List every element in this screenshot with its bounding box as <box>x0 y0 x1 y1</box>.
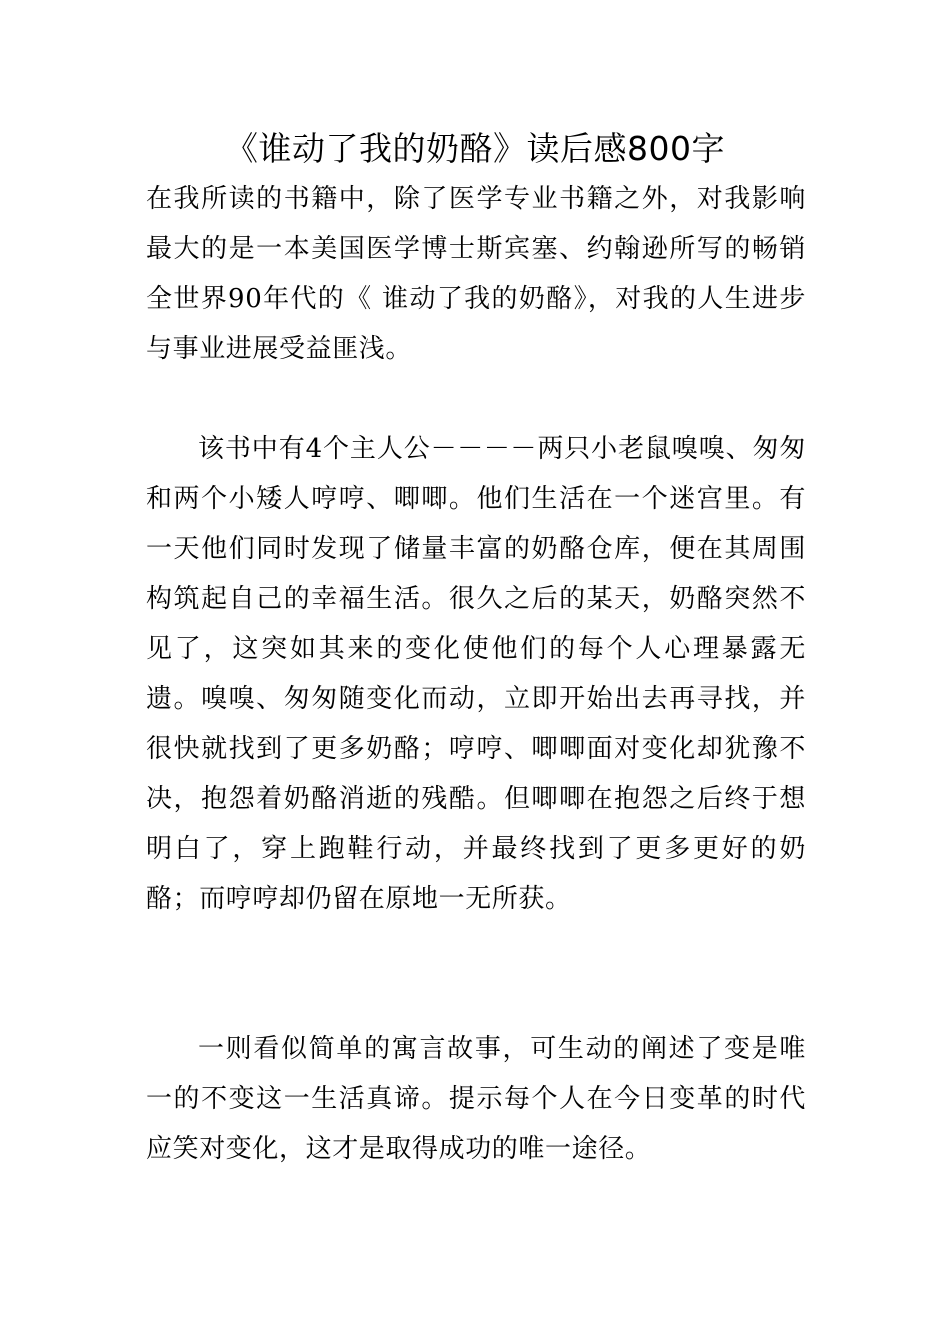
document-title: 《谁动了我的奶酪》读后感800字 <box>225 129 725 168</box>
paragraph-conclusion: 一则看似简单的寓言故事，可生动的阐述了变是唯一的不变这一生活真谛。提示每个人在今日变革的时代应笑对变化，这才是取得成功的唯一途径。 <box>146 1034 806 1164</box>
paragraph-story-summary: 该书中有4个主人公－－－－两只小老鼠嗅嗅、匆匆和两个小矮人哼哼、唧唧。他们生活在一个迷宫里。有一天他们同时发现了储量丰富的奶酪仓库，便在其周围构筑起自己的幸福生活。很久之后的某天，奶酪突然不见了，这突如其来的变化使他们的每个人心理暴露无遗。嗅嗅、匆匆随变化而动，立即开始出去再寻找，并很快就找到了更多奶酪；哼哼、唧唧面对变化却犹豫不决，抱怨着奶酪消逝的残酷。但唧唧在抱怨之后终于想明白了，穿上跑鞋行动，并最终找到了更多更好的奶酪；而哼哼却仍留在原地一无所获。 <box>146 434 806 914</box>
paragraph-intro: 在我所读的书籍中，除了医学专业书籍之外，对我影响最大的是一本美国医学博士斯宾塞、约翰逊所写的畅销全世界90年代的《 谁动了我的奶酪》，对我的人生进步与事业进展受益匪浅。 <box>146 184 806 364</box>
